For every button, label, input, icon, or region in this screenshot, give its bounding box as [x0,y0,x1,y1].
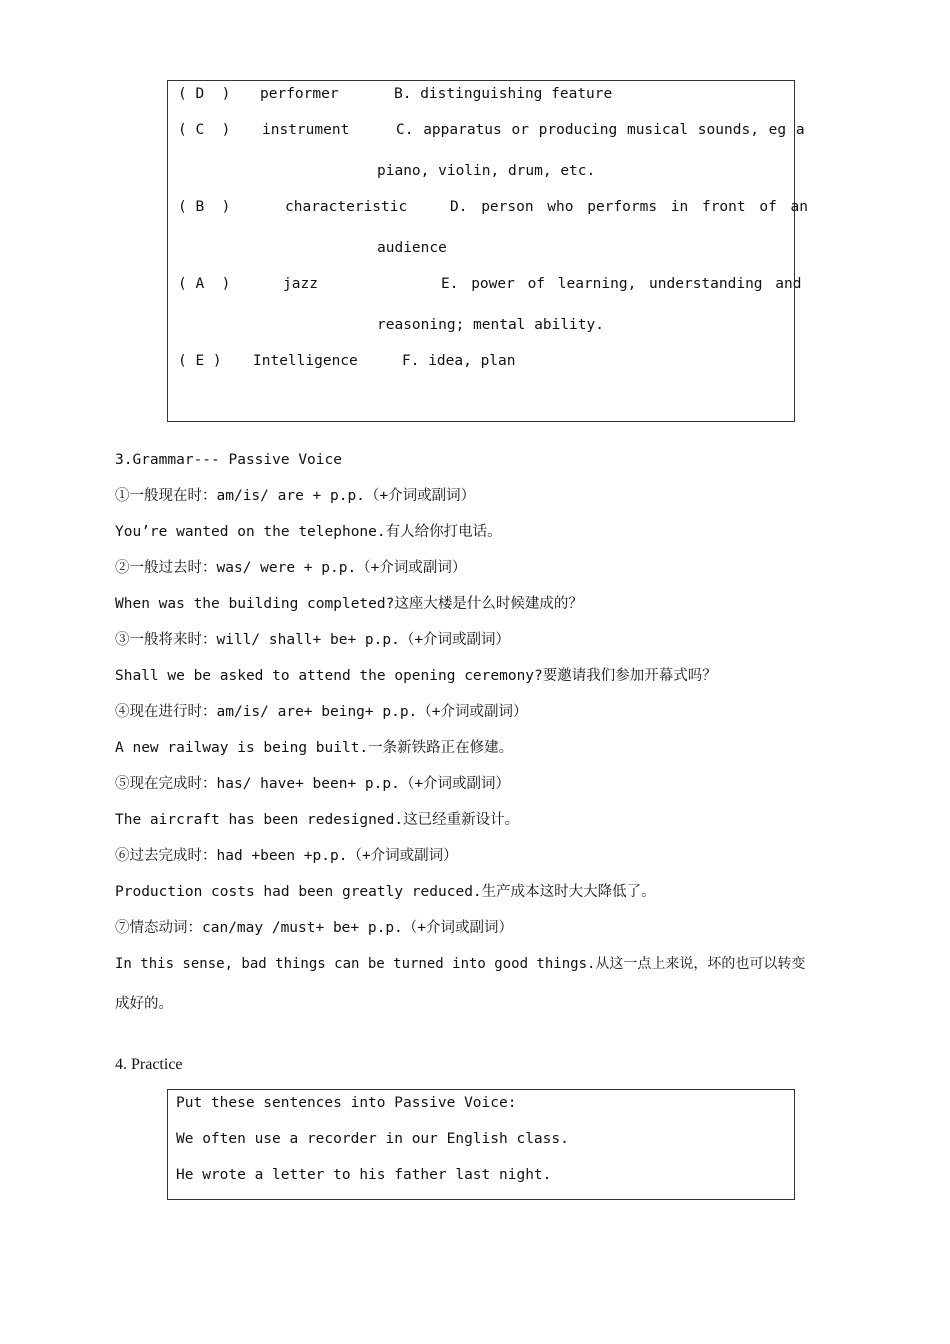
definition-4: E. power of learning, understanding and [441,276,802,292]
grammar-rule-5: ⑤现在完成时：has/ have+ been+ p.p.（+介词或副词） [115,776,511,792]
answer-2: ( C ) [178,122,231,138]
grammar-example-2: When was the building completed?这座大楼是什么时候建成的？ [115,596,583,612]
grammar-rule-4: ④现在进行时：am/is/ are+ being+ p.p.（+介词或副词） [115,704,528,720]
answer-5: ( E ) [178,353,222,369]
definition-3: D. person who performs in front of an [450,199,809,215]
practice-instruction: Put these sentences into Passive Voice: [176,1095,517,1111]
grammar-example-3: Shall we be asked to attend the opening ceremony?要邀请我们参加开幕式吗？ [115,668,717,684]
grammar-example-7-cont: 成好的。 [115,996,173,1012]
grammar-rule-3: ③一般将来时：will/ shall+ be+ p.p.（+介词或副词） [115,632,511,648]
definition-5: F. idea, plan [402,353,516,369]
word-5: Intelligence [253,353,358,369]
practice-sentence-1: We often use a recorder in our English class. [176,1131,569,1147]
answer-1: ( D ) [178,86,231,102]
grammar-rule-7: ⑦情态动词：can/may /must+ be+ p.p.（+介词或副词） [115,920,514,936]
grammar-example-1: You’re wanted on the telephone.有人给你打电话。 [115,524,502,540]
grammar-example-5: The aircraft has been redesigned.这已经重新设计。 [115,812,520,828]
grammar-example-7: In this sense, bad things can be turned into good things.从这一点上来说，坏的也可以转变 [115,956,806,972]
word-4: jazz [283,276,318,292]
practice-sentence-2: He wrote a letter to his father last night. [176,1167,552,1183]
definition-3-cont: audience [377,240,447,256]
definition-4-cont: reasoning; mental ability. [377,317,604,333]
practice-heading: 4. Practice [115,1056,183,1073]
grammar-example-4: A new railway is being built.一条新铁路正在修建。 [115,740,514,756]
word-2: instrument [262,122,350,138]
definition-1: B. distinguishing feature [394,86,613,102]
definition-2-cont: piano, violin, drum, etc. [377,163,596,179]
answer-3: ( B ) [178,199,231,215]
word-3: characteristic [285,199,408,215]
grammar-rule-2: ②一般过去时：was/ were + p.p.（+介词或副词） [115,560,467,576]
definition-2: C. apparatus or producing musical sounds, eg a [396,122,805,138]
grammar-heading: 3.Grammar--- Passive Voice [115,452,342,468]
grammar-example-6: Production costs had been greatly reduced.生产成本这时大大降低了。 [115,884,656,900]
answer-4: ( A ) [178,276,231,292]
grammar-rule-6: ⑥过去完成时：had +been +p.p.（+介词或副词） [115,848,458,864]
word-1: performer [260,86,339,102]
grammar-rule-1: ①一般现在时：am/is/ are + p.p.（+介词或副词） [115,488,476,504]
